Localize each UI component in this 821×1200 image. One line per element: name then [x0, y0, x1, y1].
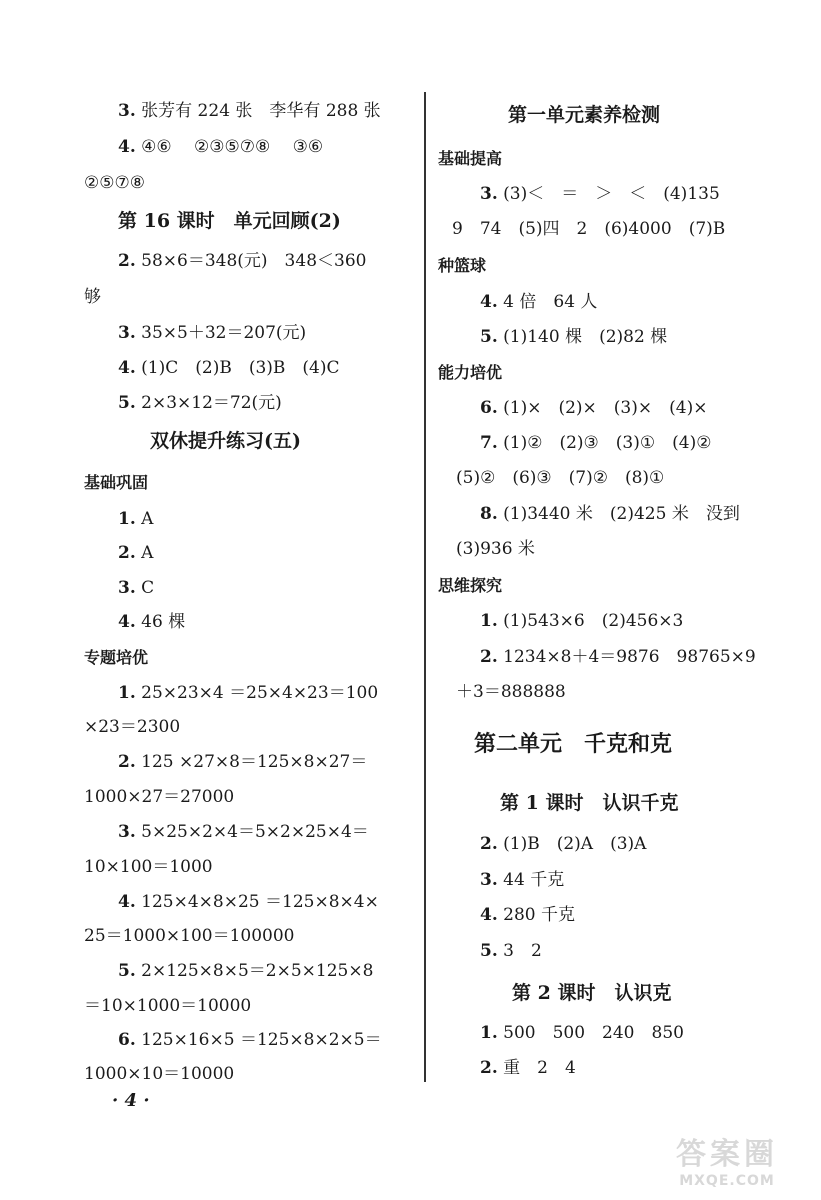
- answer-text: 双休提升练习(五): [150, 430, 301, 452]
- answer-text: 3 2: [497, 941, 542, 961]
- answer-line: [84, 1063, 234, 1085]
- answer-text: 10×100＝1000: [84, 857, 213, 877]
- answer-text: 46 棵: [135, 612, 186, 632]
- question-number: 3.: [118, 578, 136, 598]
- question-number: 6.: [118, 1030, 136, 1050]
- answer-text: 基础巩固: [84, 473, 149, 492]
- answer-text: 专题培优: [84, 648, 149, 667]
- answer-line: [118, 960, 373, 982]
- section-heading: [438, 148, 502, 170]
- answer-text: 4 倍 64 人: [497, 292, 598, 312]
- answer-text: (5)② (6)③ (7)② (8)①: [456, 468, 665, 488]
- answer-text: 基础提高: [438, 149, 503, 168]
- answer-line: [118, 136, 323, 158]
- question-number: 4.: [480, 292, 498, 312]
- answer-text: 125×16×5 ＝125×8×2×5＝: [135, 1030, 382, 1050]
- answer-text: 思维探究: [438, 576, 503, 595]
- question-number: 4.: [118, 892, 136, 912]
- lesson-heading: [508, 104, 660, 126]
- answer-line: [480, 432, 711, 454]
- answer-line: [480, 326, 667, 348]
- answer-line: [118, 542, 153, 564]
- answer-text: 125×4×8×25 ＝125×8×4×: [135, 892, 379, 912]
- answer-text: 35×5＋32＝207(元): [135, 323, 307, 343]
- answer-text: 9 74 (5)四 2 (6)4000 (7)B: [452, 219, 726, 239]
- question-number: 5.: [118, 393, 136, 413]
- question-number: 3.: [118, 323, 136, 343]
- answer-line: [480, 646, 756, 668]
- question-number: 4.: [480, 905, 498, 925]
- answer-text: 能力培优: [438, 363, 503, 382]
- answer-line: [480, 503, 740, 525]
- section-heading: [438, 575, 502, 597]
- answer-line: [118, 392, 282, 414]
- question-number: 4.: [118, 612, 136, 632]
- answer-text: 第 2 课时 认识克: [512, 982, 672, 1004]
- answer-line: [480, 1022, 684, 1044]
- answer-text: 第 16 课时 单元回顾(2): [118, 210, 341, 232]
- answer-text: 第一单元素养检测: [508, 104, 661, 126]
- question-number: 4.: [118, 137, 136, 157]
- answer-line: [84, 925, 294, 947]
- answer-text: 够: [84, 287, 101, 307]
- answer-text: 1000×27＝27000: [84, 787, 235, 807]
- question-number: 7.: [480, 433, 498, 453]
- section-heading: [84, 647, 148, 669]
- answer-text: C: [135, 578, 155, 598]
- question-number: 2.: [480, 834, 498, 854]
- answer-line: [118, 577, 154, 599]
- watermark-en: MXQE.COM: [679, 1173, 775, 1189]
- answer-text: ×23＝2300: [84, 717, 181, 737]
- watermark-cn: 答案圈: [676, 1137, 778, 1172]
- answer-line: [84, 856, 213, 878]
- answer-text: (1)3440 米 (2)425 米 没到: [497, 504, 740, 524]
- answer-line: [456, 467, 664, 489]
- column-divider: [424, 92, 426, 1082]
- lesson-heading: [150, 430, 301, 452]
- answer-line: [118, 100, 381, 122]
- answer-text: 1000×10＝10000: [84, 1064, 235, 1084]
- question-number: 6.: [480, 398, 498, 418]
- answer-line: [480, 869, 564, 891]
- question-number: 8.: [480, 504, 498, 524]
- question-number: 2.: [480, 1058, 498, 1078]
- question-number: 3.: [118, 822, 136, 842]
- section-heading: [438, 362, 502, 384]
- section-heading: [438, 255, 486, 277]
- answer-line: [118, 891, 379, 913]
- question-number: 3.: [118, 101, 136, 121]
- answer-text: 58×6＝348(元) 348＜360: [135, 251, 367, 271]
- answer-text: 500 500 240 850: [497, 1023, 684, 1043]
- answer-text: (1)× (2)× (3)× (4)×: [497, 398, 708, 418]
- answer-line: [118, 357, 339, 379]
- answer-line: [84, 995, 251, 1017]
- question-number: 2.: [118, 752, 136, 772]
- answer-text: 张芳有 224 张 李华有 288 张: [135, 101, 381, 121]
- answer-line: [118, 611, 185, 633]
- answer-text: ＋3＝888888: [456, 682, 566, 702]
- lesson-heading: [500, 792, 678, 814]
- question-number: 1.: [480, 1023, 498, 1043]
- question-number: 2.: [480, 647, 498, 667]
- answer-text: ＝10×1000＝10000: [84, 996, 252, 1016]
- answer-text: (1)② (2)③ (3)① (4)②: [497, 433, 712, 453]
- answer-line: [480, 904, 575, 926]
- answer-line: [84, 786, 234, 808]
- answer-text: (1)B (2)A (3)A: [497, 834, 647, 854]
- answer-line: [456, 538, 535, 560]
- lesson-heading: [118, 210, 341, 232]
- answer-line: [480, 833, 646, 855]
- answer-line: [84, 716, 180, 738]
- answer-text: 2×3×12＝72(元): [135, 393, 282, 413]
- answer-line: [118, 1029, 382, 1051]
- lesson-heading: [512, 982, 671, 1004]
- question-number: 3.: [480, 184, 498, 204]
- answer-text: ④⑥ ②③⑤⑦⑧ ③⑥: [135, 137, 324, 157]
- answer-line: [480, 291, 597, 313]
- answer-line: [118, 322, 306, 344]
- question-number: 4.: [118, 358, 136, 378]
- answer-text: 2×125×8×5＝2×5×125×8: [135, 961, 374, 981]
- answer-text: 44 千克: [497, 870, 565, 890]
- answer-line: [480, 610, 683, 632]
- answer-text: A: [135, 543, 154, 563]
- answer-line: [118, 821, 369, 843]
- question-number: 1.: [480, 611, 498, 631]
- answer-text: (3)＜ ＝ ＞ ＜ (4)135: [497, 184, 720, 204]
- answer-text: 25＝1000×100＝100000: [84, 926, 295, 946]
- answer-text: A: [135, 509, 154, 529]
- question-number: 2.: [118, 543, 136, 563]
- answer-line: [118, 751, 367, 773]
- section-heading: [84, 472, 148, 494]
- answer-line: [84, 286, 101, 308]
- answer-line: [480, 1057, 576, 1079]
- answer-text: ②⑤⑦⑧: [84, 173, 145, 193]
- question-number: 2.: [118, 251, 136, 271]
- question-number: 1.: [118, 509, 136, 529]
- answer-text: 1234×8＋4＝9876 98765×9: [497, 647, 756, 667]
- answer-text: (1)543×6 (2)456×3: [497, 611, 684, 631]
- question-number: 5.: [480, 327, 498, 347]
- question-number: 5.: [118, 961, 136, 981]
- answer-text: 5×25×2×4＝5×2×25×4＝: [135, 822, 369, 842]
- answer-text: (3)936 米: [456, 539, 535, 559]
- answer-line: [456, 681, 566, 703]
- answer-line: [480, 183, 720, 205]
- answer-text: 第 1 课时 认识千克: [500, 792, 679, 814]
- answer-text: 125 ×27×8＝125×8×27＝: [135, 752, 368, 772]
- answer-line: [84, 172, 145, 194]
- answer-text: 25×23×4 ＝25×4×23＝100: [135, 683, 379, 703]
- answer-text: (1)140 棵 (2)82 棵: [497, 327, 668, 347]
- answer-text: (1)C (2)B (3)B (4)C: [135, 358, 340, 378]
- page-number: · 4 ·: [112, 1090, 150, 1111]
- answer-text: 280 千克: [497, 905, 576, 925]
- answer-line: [118, 682, 378, 704]
- question-number: 3.: [480, 870, 498, 890]
- answer-line: [480, 940, 542, 962]
- answer-line: [118, 508, 153, 530]
- answer-line: [480, 397, 707, 419]
- answer-line: [452, 218, 725, 240]
- question-number: 1.: [118, 683, 136, 703]
- unit-heading: [474, 733, 672, 755]
- answer-text: 种篮球: [438, 256, 487, 275]
- answer-text: 重 2 4: [497, 1058, 576, 1078]
- question-number: 5.: [480, 941, 498, 961]
- answer-text: 第二单元 千克和克: [474, 731, 673, 757]
- watermark-logo: [647, 1138, 807, 1194]
- answer-line: [118, 250, 366, 272]
